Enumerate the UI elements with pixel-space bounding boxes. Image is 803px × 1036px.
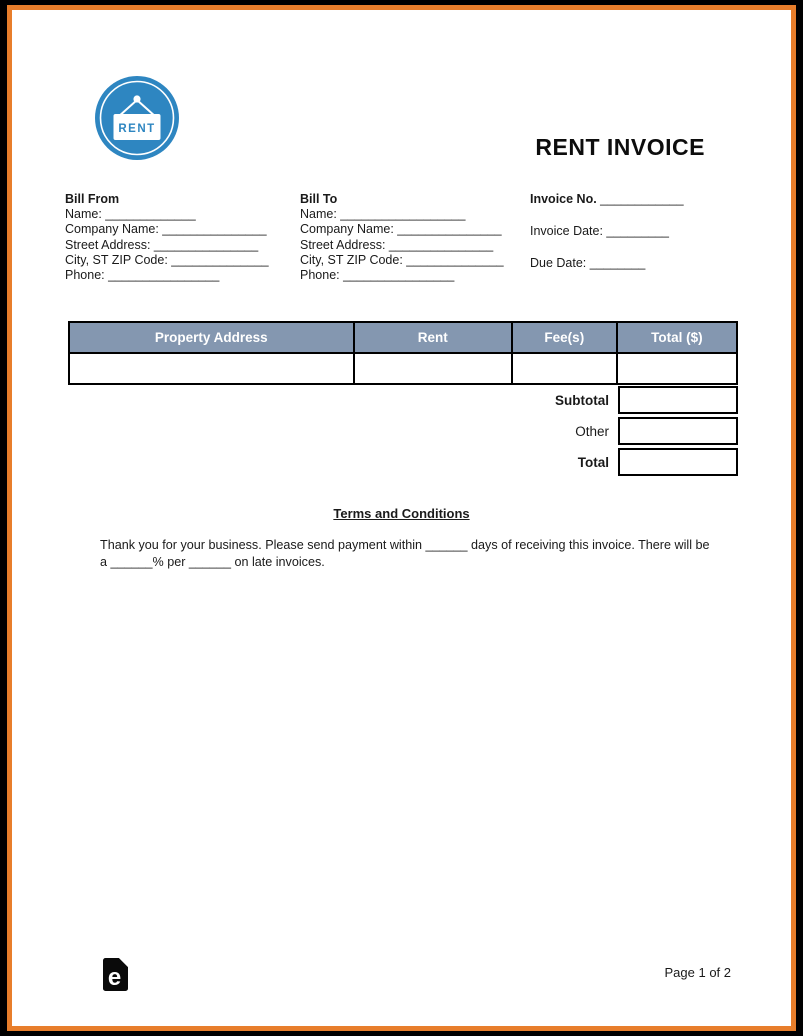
invoice-number-field[interactable] <box>530 192 684 207</box>
bill-to-company-field[interactable]: Company Name: _______________ <box>300 222 502 237</box>
invoice-meta-section <box>530 192 684 288</box>
other-value-cell[interactable] <box>618 417 738 445</box>
total-cell[interactable] <box>617 353 737 384</box>
eforms-document-logo-icon <box>103 958 128 991</box>
table-header-row <box>69 322 737 353</box>
invoice-number-blank: ____________ <box>596 192 684 206</box>
bill-to-street-field[interactable]: Street Address: _______________ <box>300 237 494 252</box>
bill-from-street-field[interactable]: Street Address: _______________ <box>65 237 259 252</box>
column-header-rent: Rent <box>354 322 512 353</box>
due-date-field[interactable]: Due Date: ________ <box>530 256 646 270</box>
invoice-number-label: Invoice No. <box>530 192 597 206</box>
total-label: Total <box>577 454 609 470</box>
rent-cell[interactable] <box>354 353 512 384</box>
total-value-cell[interactable] <box>618 448 738 476</box>
bill-to-phone-field[interactable]: Phone: ________________ <box>300 268 455 283</box>
bill-from-company-field[interactable]: Company Name: _______________ <box>65 222 267 237</box>
rent-sign-logo-icon <box>95 76 179 160</box>
subtotal-value-cell[interactable] <box>618 386 738 414</box>
bill-from-section <box>65 192 269 283</box>
subtotal-row <box>68 386 738 414</box>
bill-from-heading: Bill From <box>65 192 120 206</box>
fees-cell[interactable] <box>512 353 617 384</box>
charges-table <box>68 321 738 385</box>
bill-from-city-field[interactable]: City, ST ZIP Code: ______________ <box>65 252 269 267</box>
eforms-logo-svg <box>103 958 128 991</box>
page-title: RENT INVOICE <box>535 134 705 160</box>
bill-from-phone-field[interactable]: Phone: ________________ <box>65 268 220 283</box>
other-row <box>68 417 738 445</box>
other-label: Other <box>575 423 609 439</box>
bill-to-name-field[interactable]: Name: __________________ <box>300 207 466 222</box>
terms-heading: Terms and Conditions <box>333 506 470 521</box>
property-address-cell[interactable] <box>69 353 354 384</box>
bill-to-city-field[interactable]: City, ST ZIP Code: ______________ <box>300 252 504 267</box>
rent-sign-logo-svg <box>95 76 179 160</box>
invoice-page <box>7 5 796 1031</box>
page-indicator: Page 1 of 2 <box>664 965 731 980</box>
eforms-logo-letter: e <box>107 964 122 991</box>
column-header-fees: Fee(s) <box>512 322 617 353</box>
bill-to-heading: Bill To <box>300 192 338 206</box>
terms-body: Thank you for your business. Please send payment within ______ days of receiving this invoice. There will be a ______% per ______ on late invoices. <box>100 538 710 569</box>
bill-to-section <box>300 192 504 283</box>
logo-rent-text: RENT <box>118 123 156 135</box>
total-row <box>68 448 738 476</box>
column-header-property-address: Property Address <box>69 322 354 353</box>
column-header-total: Total ($) <box>617 322 737 353</box>
table-row <box>69 353 737 384</box>
charges-table-block <box>68 321 738 476</box>
subtotal-label: Subtotal <box>555 392 609 408</box>
invoice-date-field[interactable]: Invoice Date: _________ <box>530 224 669 238</box>
bill-from-name-field[interactable]: Name: _____________ <box>65 207 196 222</box>
